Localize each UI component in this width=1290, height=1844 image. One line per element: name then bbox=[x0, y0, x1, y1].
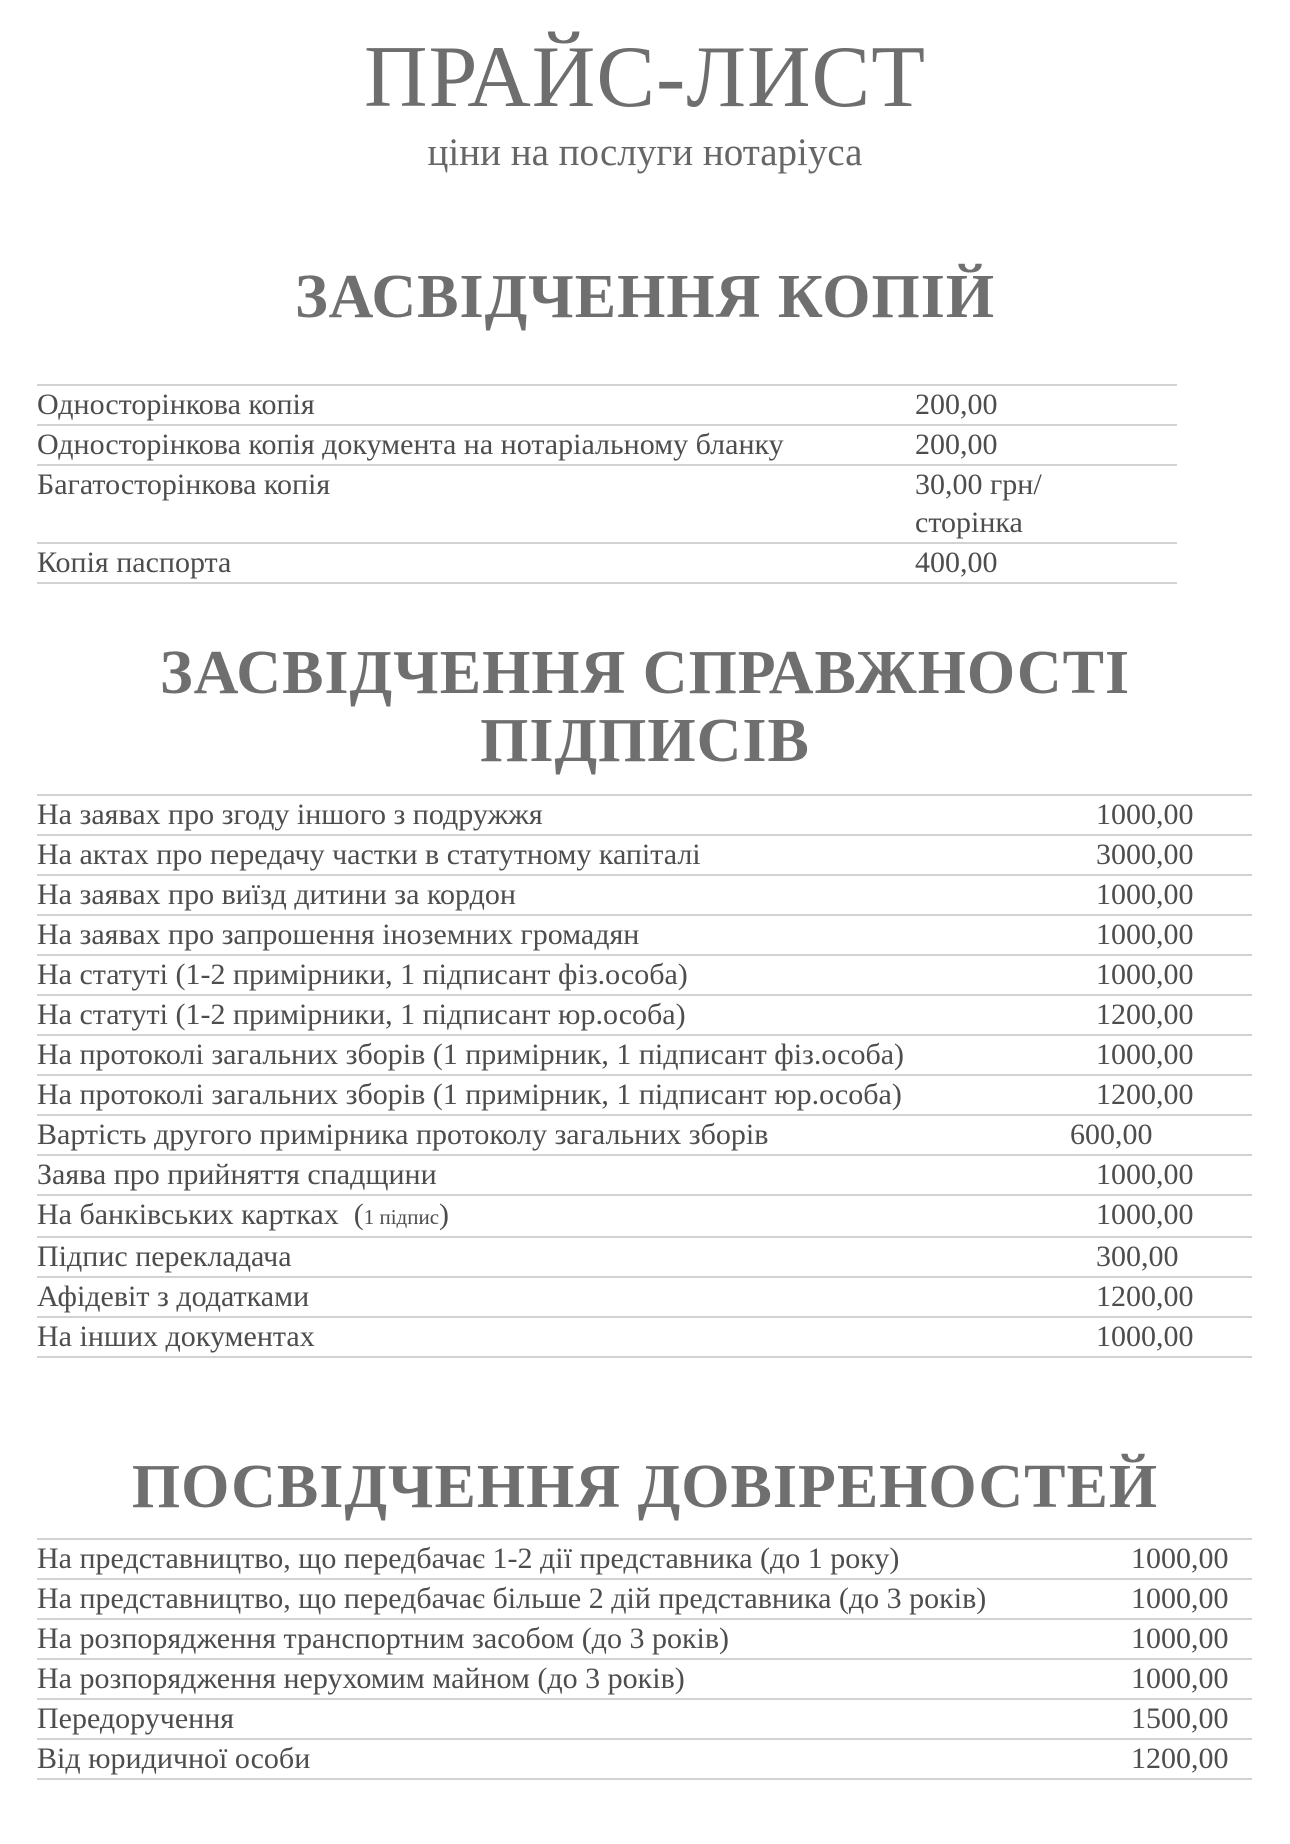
service-price: 1000,00 bbox=[1096, 1317, 1252, 1357]
table-row bbox=[37, 1659, 1252, 1699]
table-row bbox=[37, 1155, 1252, 1195]
service-name: На актах про передачу частки в статутному капіталі bbox=[37, 835, 1096, 875]
service-name: Багатосторінкова копія bbox=[37, 465, 915, 543]
service-price: 1200,00 bbox=[1096, 995, 1252, 1035]
service-price: 1000,00 bbox=[1096, 1155, 1252, 1195]
table-row bbox=[37, 1075, 1252, 1115]
page-title: ПРАЙС-ЛИСТ bbox=[363, 29, 927, 126]
table-row bbox=[37, 955, 1252, 995]
service-price: 1200,00 bbox=[1131, 1739, 1252, 1779]
table-row bbox=[37, 1619, 1252, 1659]
service-name: Передоручення bbox=[37, 1699, 1131, 1739]
service-price: 1200,00 bbox=[1096, 1075, 1252, 1115]
service-name: Копія паспорта bbox=[37, 543, 915, 583]
service-price: 1000,00 bbox=[1131, 1539, 1252, 1579]
service-name: На представництво, що передбачає більше 2 дій представника (до 3 років) bbox=[37, 1579, 1131, 1619]
service-price: 1000,00 bbox=[1131, 1659, 1252, 1699]
table-row bbox=[37, 1539, 1252, 1579]
service-price: 1000,00 bbox=[1096, 1035, 1252, 1075]
table-row bbox=[37, 1277, 1252, 1317]
service-price: 1000,00 bbox=[1131, 1579, 1252, 1619]
service-price: 1000,00 bbox=[1096, 1195, 1252, 1237]
copies-table bbox=[37, 384, 1177, 584]
service-name: На заявах про виїзд дитини за кордон bbox=[37, 875, 1096, 915]
table-row bbox=[37, 385, 1177, 425]
service-price: 600,00 bbox=[1070, 1115, 1226, 1155]
service-name: На протоколі загальних зборів (1 примірник, 1 підписант юр.особа) bbox=[37, 1075, 1096, 1115]
service-price: 1000,00 bbox=[1096, 915, 1252, 955]
page-subtitle: ціни на послуги нотаріуса bbox=[427, 131, 863, 174]
service-price: 300,00 bbox=[1096, 1237, 1252, 1277]
table-row bbox=[37, 1237, 1252, 1277]
section-title-signatures-line2: ПІДПИСІВ bbox=[480, 707, 810, 775]
table-row bbox=[37, 543, 1177, 583]
service-name: Заява про прийняття спадщини bbox=[37, 1155, 1096, 1195]
service-name: Підпис перекладача bbox=[37, 1237, 1096, 1277]
service-name: На статуті (1-2 примірники, 1 підписант юр.особа) bbox=[37, 995, 1096, 1035]
table-row bbox=[37, 1115, 1252, 1155]
service-name: Вартість другого примірника протоколу загальних зборів bbox=[37, 1115, 1096, 1155]
service-name: Афідевіт з додатками bbox=[37, 1277, 1096, 1317]
table-row bbox=[37, 1195, 1252, 1237]
service-name-with-note: На банківських картках (1 підпис) bbox=[37, 1195, 1096, 1237]
service-price: 1000,00 bbox=[1096, 955, 1252, 995]
service-name: На заявах про згоду іншого з подружжя bbox=[37, 795, 1096, 835]
service-name: На розпорядження нерухомим майном (до 3 років) bbox=[37, 1659, 1131, 1699]
table-row bbox=[37, 425, 1177, 465]
service-name: На протоколі загальних зборів (1 примірник, 1 підписант фіз.особа) bbox=[37, 1035, 1096, 1075]
service-price: 1500,00 bbox=[1131, 1699, 1252, 1739]
service-name: На банківських картках bbox=[37, 1198, 339, 1231]
service-price: 1000,00 bbox=[1096, 875, 1252, 915]
service-name: На інших документах bbox=[37, 1317, 1096, 1357]
service-price: 3000,00 bbox=[1096, 835, 1252, 875]
table-row bbox=[37, 1317, 1252, 1357]
service-price: 400,00 bbox=[915, 543, 1177, 583]
service-name: Односторінкова копія документа на нотаріальному бланку bbox=[37, 425, 915, 465]
service-name: На розпорядження транспортним засобом (до 3 років) bbox=[37, 1619, 1131, 1659]
service-price: 1000,00 bbox=[1096, 795, 1252, 835]
table-row bbox=[37, 1579, 1252, 1619]
service-note: 1 підпис bbox=[363, 1205, 440, 1229]
table-row bbox=[37, 1699, 1252, 1739]
service-name: На представництво, що передбачає 1-2 дії представника (до 1 року) bbox=[37, 1539, 1131, 1579]
table-row bbox=[37, 465, 1177, 543]
section-title-signatures-line1: ЗАСВІДЧЕННЯ СПРАВЖНОСТІ bbox=[159, 639, 1131, 707]
service-price: 1000,00 bbox=[1131, 1619, 1252, 1659]
signatures-table bbox=[37, 794, 1252, 1358]
service-price: 30,00 грн/ сторінка bbox=[915, 465, 1177, 543]
service-price: 200,00 bbox=[915, 425, 1177, 465]
table-row bbox=[37, 1739, 1252, 1779]
table-row bbox=[37, 1035, 1252, 1075]
service-price: 200,00 bbox=[915, 385, 1177, 425]
section-title-copies: ЗАСВІДЧЕННЯ КОПІЙ bbox=[294, 263, 996, 331]
table-row bbox=[37, 915, 1252, 955]
powers-of-attorney-table bbox=[37, 1538, 1252, 1780]
table-row bbox=[37, 835, 1252, 875]
service-name: Від юридичної особи bbox=[37, 1739, 1131, 1779]
section-title-powers-of-attorney: ПОСВІДЧЕННЯ ДОВІРЕНОСТЕЙ bbox=[131, 1453, 1159, 1521]
service-name: Односторінкова копія bbox=[37, 385, 915, 425]
table-row bbox=[37, 995, 1252, 1035]
service-name: На заявах про запрошення іноземних громадян bbox=[37, 915, 1096, 955]
service-price: 1200,00 bbox=[1096, 1277, 1252, 1317]
service-name: На статуті (1-2 примірники, 1 підписант фіз.особа) bbox=[37, 955, 1096, 995]
table-row bbox=[37, 795, 1252, 835]
table-row bbox=[37, 875, 1252, 915]
